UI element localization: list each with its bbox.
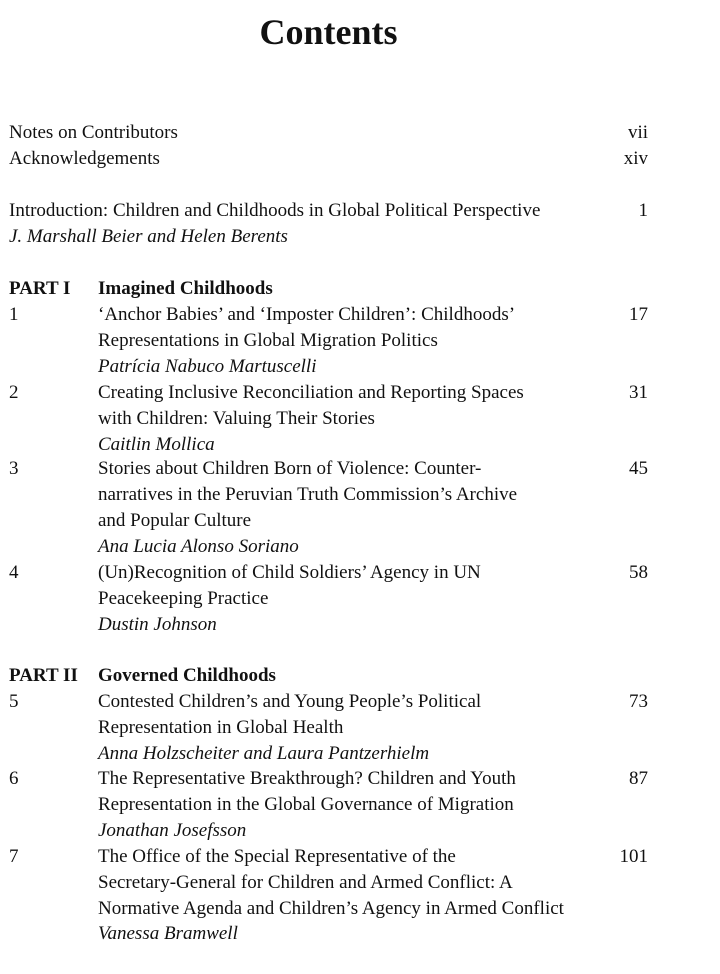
chapter-title-line: narratives in the Peruvian Truth Commission’s Archive	[98, 484, 518, 505]
toc-page-number: 58	[629, 562, 648, 583]
chapter-title-continuation	[9, 508, 648, 534]
chapter-title-line: The Representative Breakthrough? Children and Youth	[98, 768, 516, 789]
toc-entry-label: Introduction: Children and Childhoods in Global Political Perspective	[9, 200, 541, 221]
chapter-title-continuation	[9, 792, 648, 818]
toc-entry-acknowledgements[interactable]	[9, 146, 648, 172]
chapter-number: 1	[9, 304, 19, 325]
chapter-author-row	[9, 612, 648, 638]
toc-page-number: 101	[619, 846, 648, 867]
toc-page-number: 17	[629, 304, 648, 325]
chapter-title-line: Secretary-General for Children and Armed Conflict: A	[98, 872, 513, 893]
chapter-author-row	[9, 741, 648, 767]
chapter-title-continuation	[9, 406, 648, 432]
toc-page-number: 73	[629, 691, 648, 712]
part-title: Governed Childhoods	[98, 665, 276, 686]
chapter-author-row	[9, 921, 648, 947]
part-label: PART II	[9, 665, 78, 686]
chapter-number: 4	[9, 562, 19, 583]
chapter-title-continuation	[9, 328, 648, 354]
chapter-author-row	[9, 354, 648, 380]
toc-page-number: 31	[629, 382, 648, 403]
toc-author: Dustin Johnson	[98, 614, 217, 635]
chapter-number: 6	[9, 768, 19, 789]
part-heading	[9, 663, 648, 689]
toc-author: J. Marshall Beier and Helen Berents	[9, 226, 288, 247]
toc-page-number: vii	[627, 122, 648, 143]
toc-entry-label: Acknowledgements	[9, 148, 160, 169]
chapter-title-continuation	[9, 586, 648, 612]
toc-chapter-3[interactable]	[9, 456, 648, 482]
chapter-number: 7	[9, 846, 19, 867]
part-label: PART I	[9, 278, 71, 299]
toc-author: Patrícia Nabuco Martuscelli	[98, 356, 317, 377]
chapter-number: 3	[9, 458, 19, 479]
toc-page-number: xiv	[623, 148, 648, 169]
toc-author: Jonathan Josefsson	[98, 820, 247, 841]
chapter-title-continuation	[9, 715, 648, 741]
toc-page-number: 1	[638, 200, 648, 221]
toc-entry-label: Notes on Contributors	[9, 122, 178, 143]
chapter-title-continuation	[9, 482, 648, 508]
chapter-title-line: Contested Children’s and Young People’s Political	[98, 691, 482, 712]
toc-page-number: 87	[629, 768, 648, 789]
chapter-title-line: and Popular Culture	[98, 510, 252, 531]
chapter-title-continuation	[9, 870, 648, 896]
toc-author: Ana Lucia Alonso Soriano	[98, 536, 299, 557]
toc-chapter-4[interactable]	[9, 560, 648, 586]
part-heading	[9, 276, 648, 302]
chapter-number: 5	[9, 691, 19, 712]
chapter-title-line: (Un)Recognition of Child Soldiers’ Agency in UN	[98, 562, 481, 583]
chapter-title-line: Representation in Global Health	[98, 717, 344, 738]
chapter-title-line: Peacekeeping Practice	[98, 588, 269, 609]
toc-author: Vanessa Bramwell	[98, 923, 238, 944]
toc-entry-notes-on-contributors[interactable]	[9, 120, 648, 146]
toc-chapter-5[interactable]	[9, 689, 648, 715]
chapter-title-continuation	[9, 896, 648, 922]
toc-entry-authors	[9, 224, 648, 250]
toc-chapter-7[interactable]	[9, 844, 648, 870]
chapter-title-line: ‘Anchor Babies’ and ‘Imposter Children’: Childhoods’	[98, 304, 516, 325]
chapter-title-line: Representations in Global Migration Politics	[98, 330, 438, 351]
chapter-title-line: with Children: Valuing Their Stories	[98, 408, 375, 429]
chapter-number: 2	[9, 382, 19, 403]
toc-chapter-1[interactable]	[9, 302, 648, 328]
toc-page-number: 45	[629, 458, 648, 479]
chapter-title-line: Stories about Children Born of Violence: Counter-	[98, 458, 482, 479]
toc-chapter-6[interactable]	[9, 766, 648, 792]
chapter-title-line: The Office of the Special Representative of the	[98, 846, 456, 867]
toc-chapter-2[interactable]	[9, 380, 648, 406]
chapter-title-line: Normative Agenda and Children’s Agency in Armed Conflict	[98, 898, 564, 919]
chapter-title-line: Creating Inclusive Reconciliation and Reporting Spaces	[98, 382, 524, 403]
chapter-title-line: Representation in the Global Governance of Migration	[98, 794, 514, 815]
chapter-author-row	[9, 534, 648, 560]
page-title: Contents	[259, 12, 398, 52]
toc-entry-introduction[interactable]	[9, 198, 648, 224]
chapter-author-row	[9, 818, 648, 844]
chapter-author-row	[9, 432, 648, 458]
part-title: Imagined Childhoods	[98, 278, 273, 299]
toc-author: Caitlin Mollica	[98, 434, 215, 455]
toc-author: Anna Holzscheiter and Laura Pantzerhielm	[98, 743, 430, 764]
